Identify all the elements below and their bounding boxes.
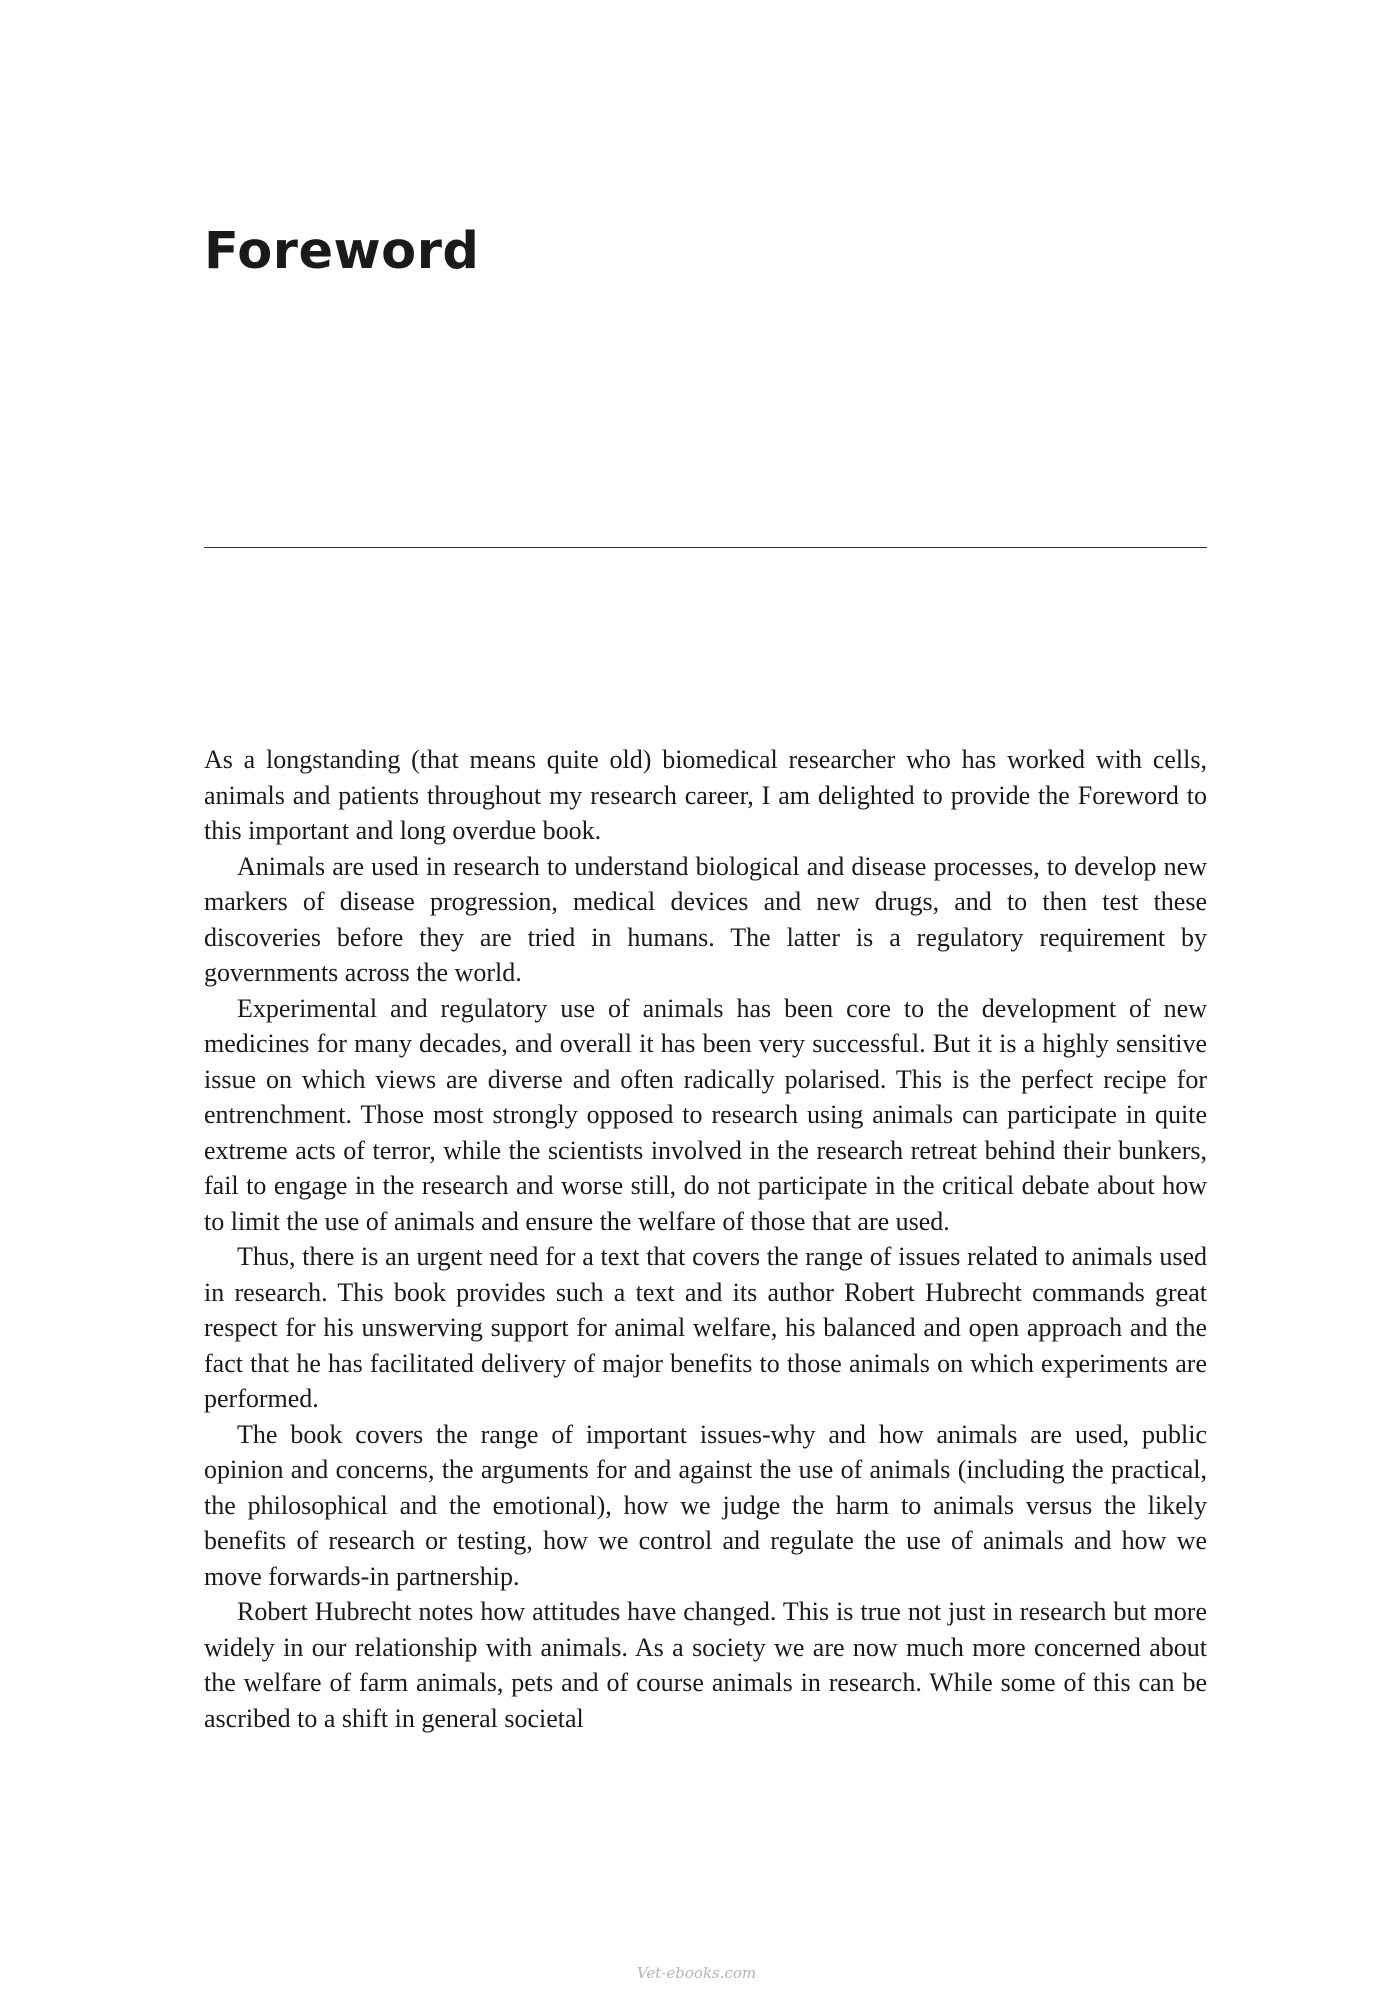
paragraph: The book covers the range of important issues-why and how animals are used, public opinion and concerns, the arguments for and against the use of animals (including the practical, the philosophical and the emotional), how we judge the harm to animals versus the likely benefits of research or testing, how we control and regulate the use of animals and how we move forwards-in partnership. bbox=[204, 1419, 1207, 1591]
paragraph: Animals are used in research to understand biological and disease processes, to develop new markers of disease progression, medical devices and new drugs, and to then test these discoveries before they are tried in humans. The latter is a regulatory requirement by governments across the world. bbox=[204, 851, 1207, 987]
paragraph: Experimental and regulatory use of animals has been core to the development of new medicines for many decades, and overall it has been very successful. But it is a highly sensitive issue on which views are diverse and often radically polarised. This is the perfect recipe for entrenchment. Those most strongly opposed to research using animals can participate in quite extreme acts of terror, while the scientists involved in the research retreat behind their bunkers, fail to engage in the research and worse still, do not participate in the critical debate about how to limit the use of animals and ensure the welfare of those that are used. bbox=[204, 993, 1207, 1236]
body-text bbox=[204, 742, 1207, 1736]
paragraph: Thus, there is an urgent need for a text that covers the range of issues related to animals used in research. This book provides such a text and its author Robert Hubrecht commands great respect for his unswerving support for animal welfare, his balanced and open approach and the fact that he has facilitated delivery of major benefits to those animals on which experiments are performed. bbox=[204, 1242, 1207, 1413]
watermark: Vet-ebooks.com bbox=[636, 1964, 757, 1982]
paragraph: Robert Hubrecht notes how attitudes have changed. This is true not just in research but more widely in our relationship with animals. As a society we are now much more concerned about the welfare of farm animals, pets and of course animals in research. While some of this can be ascribed to a shift in general societal bbox=[204, 1597, 1207, 1733]
heading-divider bbox=[204, 547, 1207, 548]
paragraph: As a longstanding (that means quite old) biomedical researcher who has worked with cells, animals and patients throughout my research career, I am delighted to provide the Foreword to this important and long overdue book. bbox=[204, 745, 1207, 845]
page-title: Foreword bbox=[204, 222, 480, 281]
